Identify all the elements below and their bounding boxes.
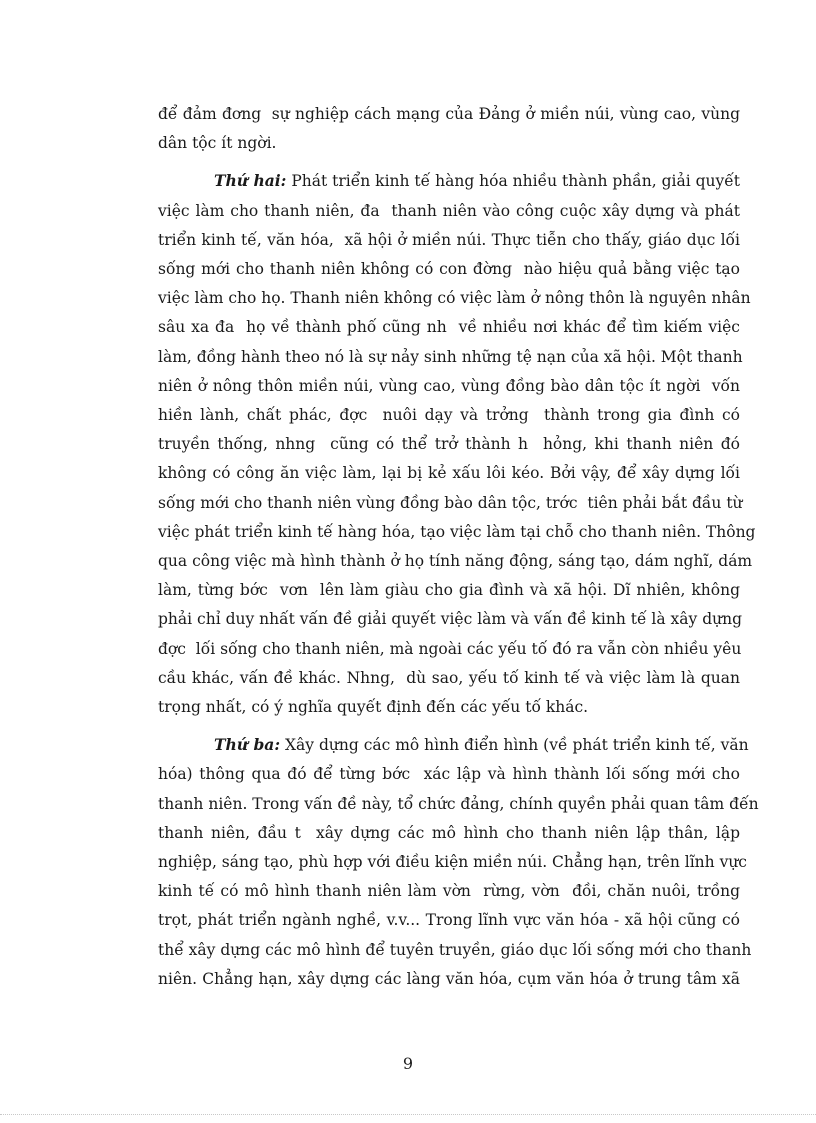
text-line: nghiệp, sáng tạo, phù hợp với điều kiện miền núi. Chẳng hạn, trên lĩnh vực	[158, 853, 747, 872]
paragraph-continuation	[158, 100, 740, 158]
page-bottom-rule	[0, 1114, 816, 1115]
text-line: hóa) thông qua đó để từng bớc xác lập và hình thành lối sống mới cho	[158, 765, 740, 784]
paragraph-lead: Thứ hai:	[214, 171, 287, 191]
text-line: làm, từng bớc vơn lên làm giàu cho gia đình và xã hội. Dĩ nhiên, không	[158, 581, 740, 600]
text-line: để đảm đơng sự nghiệp cách mạng của Đảng ở miền núi, vùng cao, vùng	[158, 105, 740, 123]
text-line-with-lead	[158, 730, 749, 760]
body-text	[158, 100, 759, 994]
text-line: phải chỉ duy nhất vấn đề giải quyết việc làm và vấn đề kinh tế là xây dựng	[158, 610, 743, 629]
text-line: việc làm cho họ. Thanh niên không có việc làm ở nông thôn là nguyên nhân	[158, 289, 751, 308]
text-line: việc phát triển kinh tế hàng hóa, tạo việc làm tại chỗ cho thanh niên. Thông	[158, 522, 756, 541]
text-line: không có công ăn việc làm, lại bị kẻ xấu lôi kéo. Bởi vậy, để xây dựng lối	[158, 464, 740, 483]
text-line: thể xây dựng các mô hình để tuyên truyền, giáo dục lối sống mới cho thanh	[158, 940, 752, 959]
text-line: niên. Chẳng hạn, xây dựng các làng văn hóa, cụm văn hóa ở trung tâm xã	[158, 969, 740, 988]
text-fragment: Phát triển kinh tế hàng hóa nhiều thành phần, giải quyết	[286, 172, 741, 191]
text-line: đợc lối sống cho thanh niên, mà ngoài các yếu tố đó ra vẫn còn nhiều yêu	[158, 639, 742, 658]
text-line: thanh niên. Trong vấn đề này, tổ chức đảng, chính quyền phải quan tâm đến	[158, 794, 759, 813]
text-line: làm, đồng hành theo nó là sự nảy sinh những tệ nạn của xã hội. Một thanh	[158, 347, 743, 366]
text-line: thanh niên, đầu t xây dựng các mô hình cho thanh niên lập thân, lập	[158, 823, 740, 842]
text-line: niên ở nông thôn miền núi, vùng cao, vùng đồng bào dân tộc ít ngời vốn	[158, 376, 740, 395]
text-line: sống mới cho thanh niên không có con đờng nào hiệu quả bằng việc tạo	[158, 260, 740, 279]
text-line: sống mới cho thanh niên vùng đồng bào dân tộc, trớc tiên phải bắt đầu từ	[158, 493, 743, 512]
text-line: qua công việc mà hình thành ở họ tính năng động, sáng tạo, dám nghĩ, dám	[158, 552, 753, 571]
text-line: truyền thống, nhng cũng có thể trở thành h hỏng, khi thanh niên đó	[158, 435, 740, 454]
text-line: sâu xa đa họ về thành phố cũng nh về nhiều nơi khác để tìm kiếm việc	[158, 318, 740, 337]
text-line: cầu khác, vấn đề khác. Nhng, dù sao, yếu tố kinh tế và việc làm là quan	[158, 668, 740, 687]
page-number: 9	[402, 1054, 414, 1073]
text-line: trọng nhất, có ý nghĩa quyết định đến các yếu tố khác.	[158, 698, 589, 717]
text-line-with-lead	[158, 166, 740, 196]
text-fragment: Xây dựng các mô hình điển hình (về phát triển kinh tế, văn	[280, 736, 749, 755]
paragraph-thu-hai	[158, 166, 756, 722]
text-line: kinh tế có mô hình thanh niên làm vờn rừng, vờn đồi, chăn nuôi, trồng	[158, 882, 740, 901]
text-line: hiền lành, chất phác, đợc nuôi dạy và trởng thành trong gia đình có	[158, 406, 740, 425]
text-line: trọt, phát triển ngành nghề, v.v... Trong lĩnh vực văn hóa - xã hội cũng có	[158, 911, 740, 930]
paragraph-lead: Thứ ba:	[214, 735, 281, 755]
paragraph-thu-ba	[158, 730, 759, 994]
text-line: dân tộc ít ngời.	[158, 134, 277, 153]
text-line: việc làm cho thanh niên, đa thanh niên vào công cuộc xây dựng và phát	[158, 201, 740, 220]
text-line: triển kinh tế, văn hóa, xã hội ở miền núi. Thực tiễn cho thấy, giáo dục lối	[158, 230, 740, 249]
